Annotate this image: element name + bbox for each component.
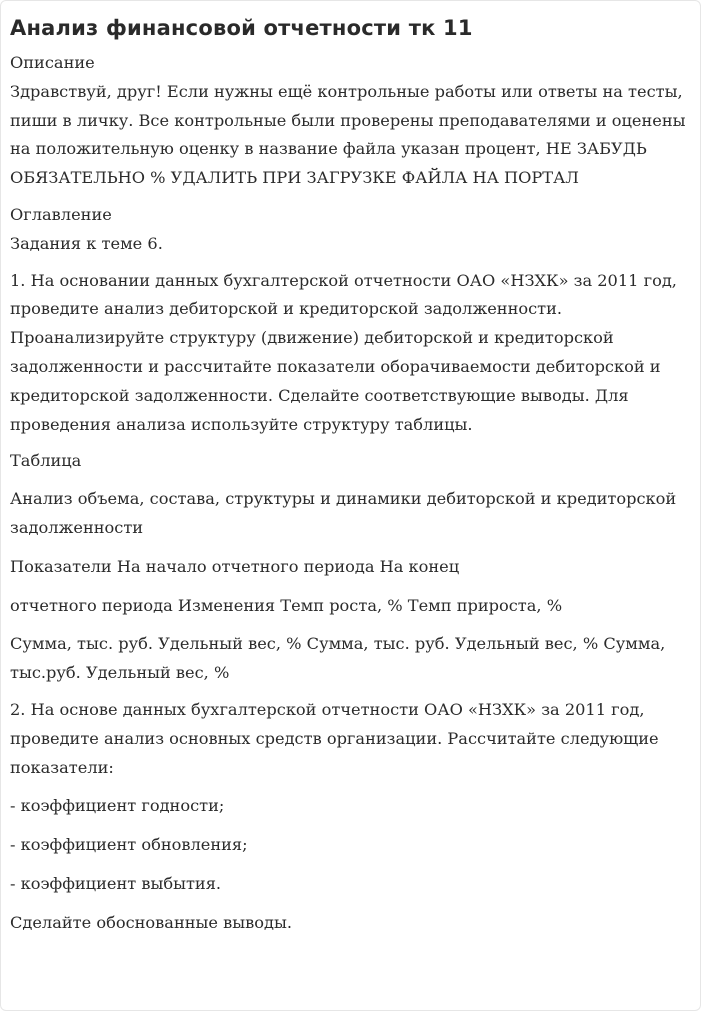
task-1-text: 1. На основании данных бухгалтерской отчетности ОАО «НЗХК» за 2011 год, проведите анализ дебиторской и кредиторской задолженности. Проанализируйте структуру (движение) дебиторской и кредиторской задолженности и рассчитайте показатели оборачиваемости дебиторской и кредиторской задолженности. Сделайте соответствующие выводы. Для проведения анализа используйте структуру таблицы. [10, 270, 677, 434]
description-text: Здравствуй, друг! Если нужны ещё контрольные работы или ответы на тесты, пиши в личку. Все контрольные были проверены преподавателями и оценены на положительную оценку в название файла указан процент, НЕ ЗАБУДЬ ОБЯЗАТЕЛЬНО % УДАЛИТЬ ПРИ ЗАГРУЗКЕ ФАЙЛА НА ПОРТАЛ [10, 81, 686, 188]
table-label: Таблица [10, 451, 82, 471]
table-header-row-1: Показатели На начало отчетного периода На конец [10, 556, 460, 576]
toc-label: Оглавление [10, 204, 112, 224]
topic-heading: Задания к теме 6. [10, 233, 163, 253]
table-header-row-3: Сумма, тыс. руб. Удельный вес, % Сумма, тыс. руб. Удельный вес, % Сумма, тыс.руб. Удельный вес, % [10, 634, 666, 683]
task-2-text: 2. На основе данных бухгалтерской отчетности ОАО «НЗХК» за 2011 год, проведите анализ основных средств организации. Рассчитайте следующие показатели: [10, 699, 659, 777]
description-label: Описание [10, 53, 95, 72]
table-header-row-2: отчетного периода Изменения Темп роста, % Темп прироста, % [10, 595, 563, 615]
coefficient-item: - коэффициент обновления; [10, 835, 248, 855]
coefficient-item: - коэффициент выбытия. [10, 873, 222, 893]
document-title: Анализ финансовой отчетности тк 11 [10, 16, 473, 40]
coefficient-item: - коэффициент годности; [10, 796, 225, 816]
table-title: Анализ объема, состава, структуры и динамики дебиторской и кредиторской задолженности [10, 489, 677, 537]
conclusion-text: Сделайте обоснованные выводы. [10, 912, 292, 932]
